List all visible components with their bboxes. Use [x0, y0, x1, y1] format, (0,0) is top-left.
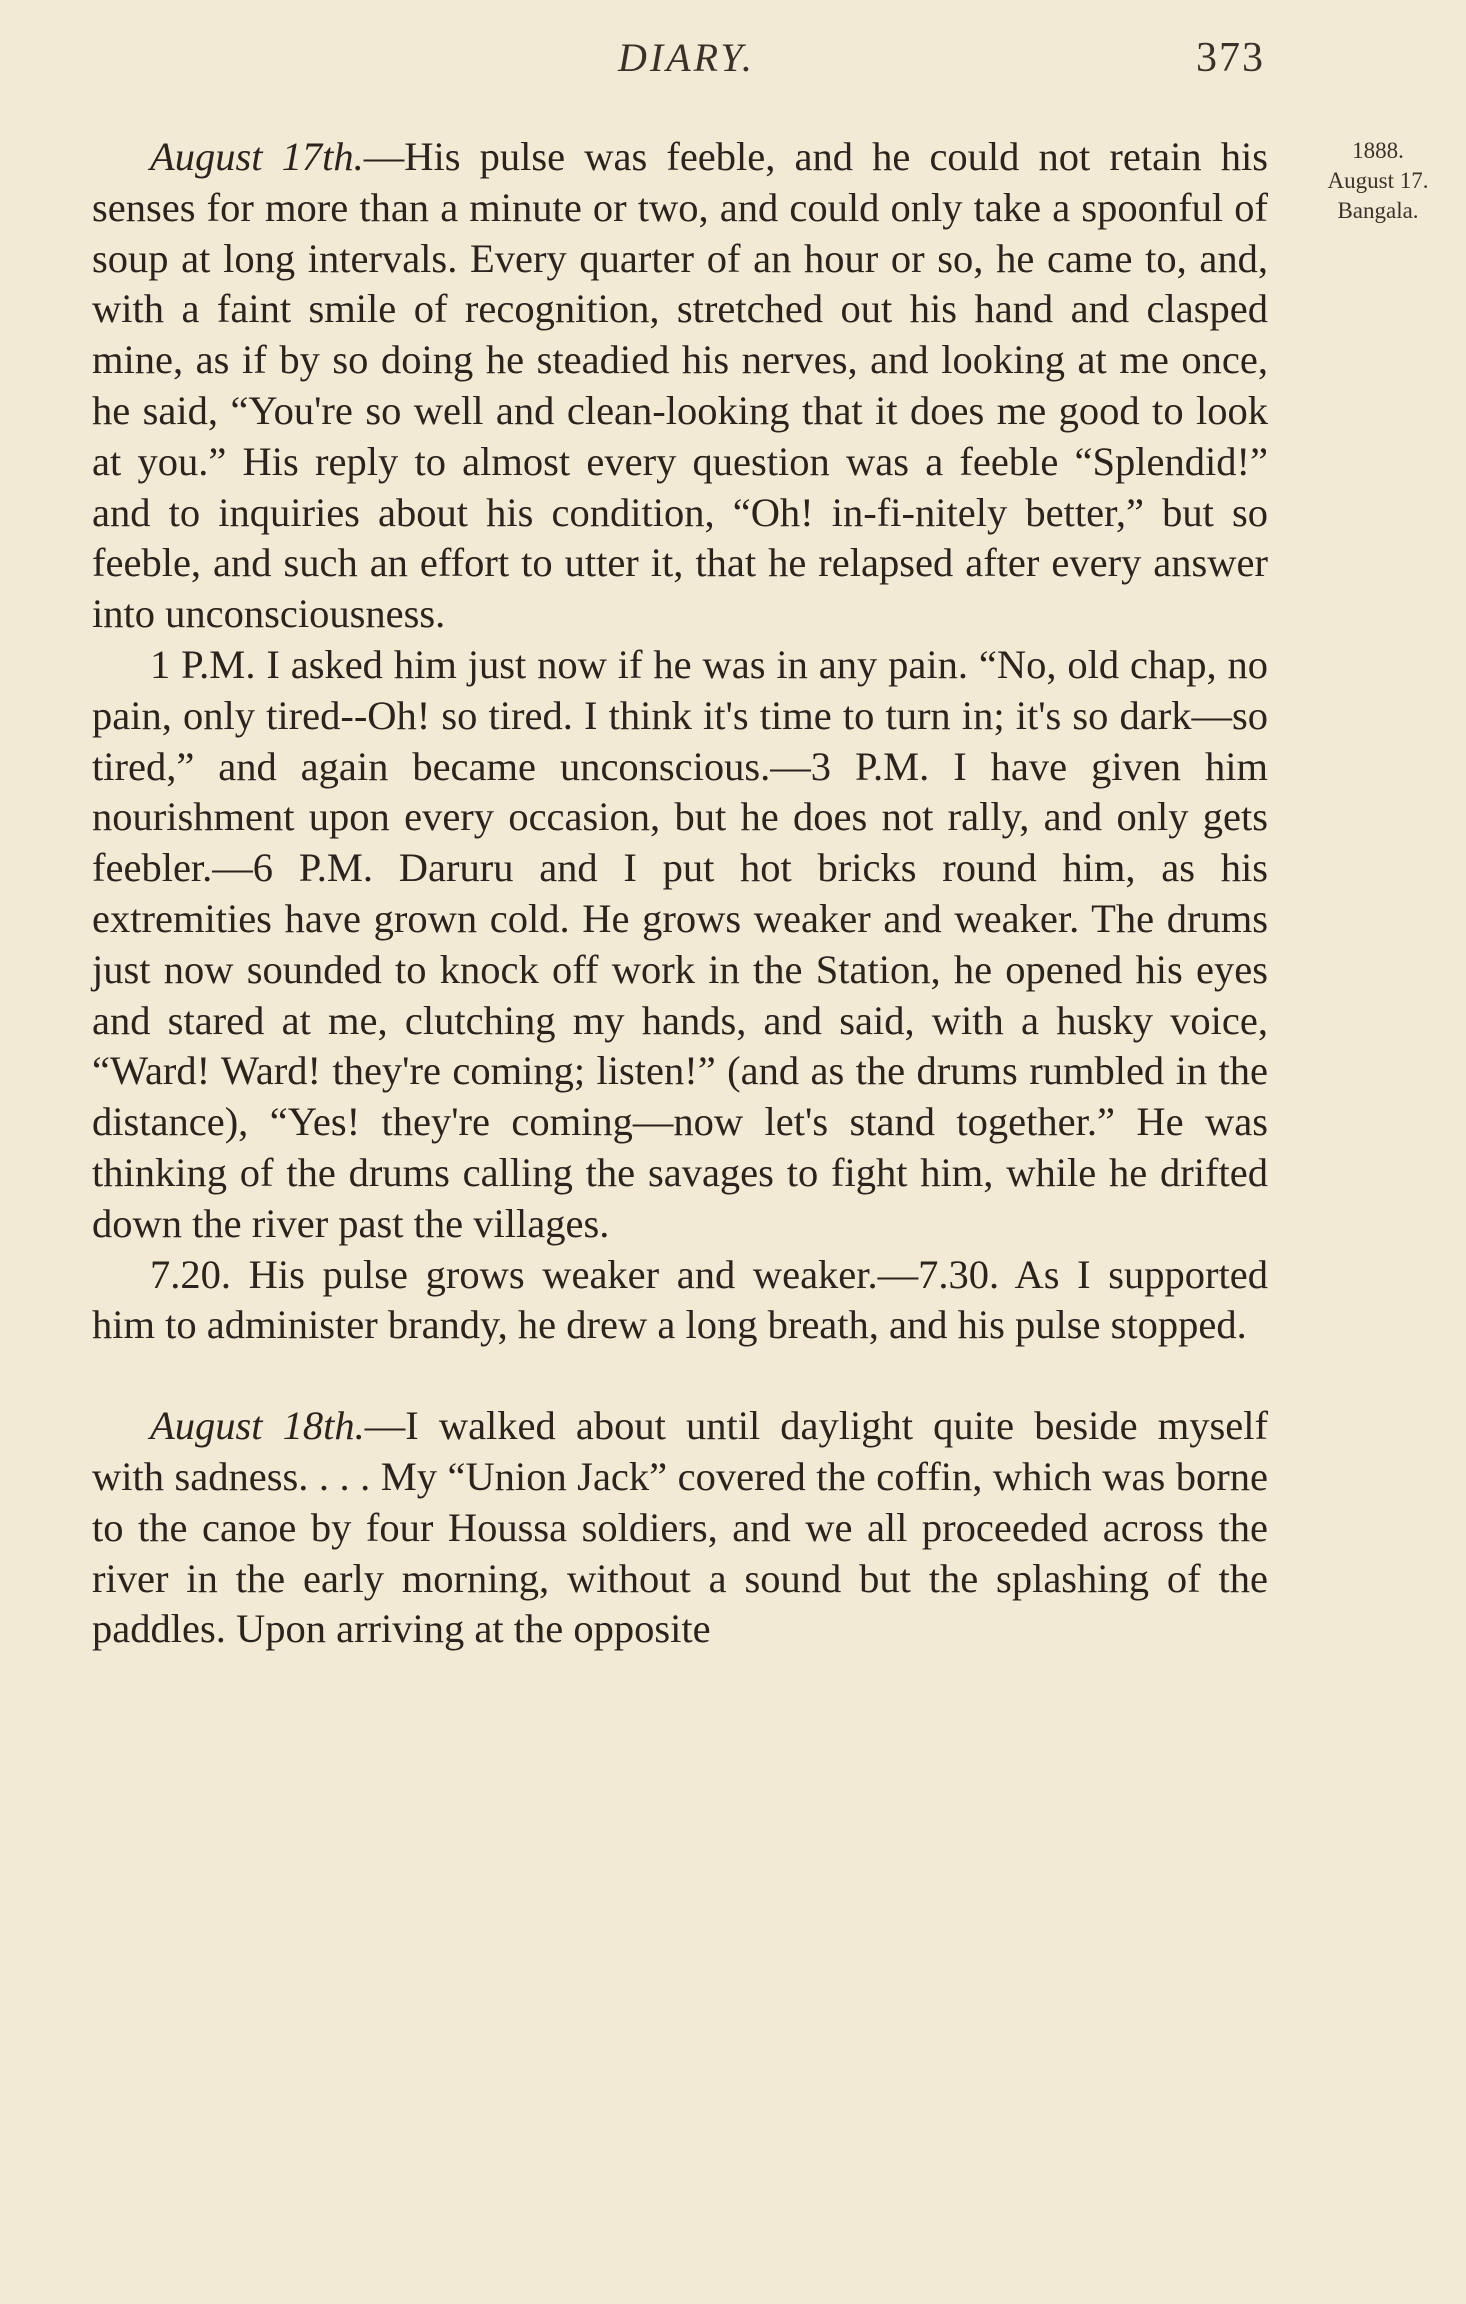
paragraph-1pm: [92, 640, 1268, 1250]
entry-august-18: [92, 1401, 1268, 1655]
entry-date: August 18th.: [150, 1403, 365, 1449]
margin-note: [1296, 136, 1460, 226]
entry-date: August 17th.: [150, 134, 364, 179]
margin-note-place: Bangala.: [1337, 198, 1419, 223]
running-head: DIARY.: [618, 35, 755, 80]
paragraph-text: I have given him nourishment upon every occasion, but he does not rally, and only gets feebler.—: [92, 743, 1269, 891]
margin-note-date: August 17.: [1327, 168, 1429, 193]
paragraph-text: I asked him just now if he was in any pain. “No, old chap, no pain, only tired--Oh! so tired. I think it's time to turn in; it's so dark—so tired,” and again became unconscious.—: [92, 641, 1269, 789]
time-1pm: 1 P.M.: [150, 641, 256, 687]
page-number: 373: [1196, 35, 1265, 81]
margin-note-year: 1888.: [1352, 138, 1404, 163]
paragraph-720: [92, 1250, 1268, 1352]
time-6pm: 6 P.M.: [252, 845, 374, 891]
entry-dash: —: [364, 1403, 406, 1449]
paragraph-text: Daruru and I put hot bricks round him, as his extremities have grown cold. He grows weaker and weaker. The drums just now sounded to knock off work in the Station, he opened his eyes and stared at me, clutching my hands, and said, with a husky voice, “Ward! Ward! they're coming; listen!” (and as the drums rumbled in the distance), “Yes! they're coming—now let's stand together.” He was thinking of the drums calling the savages to fight him, while he drifted down the river past the villages.: [92, 845, 1268, 1246]
entry-text: I walked about until daylight quite beside myself with sadness. . . . My “Union Jack” covered the coffin, which was borne to the canoe by four Houssa soldiers, and we all proceeded across the river in the early morning, without a sound but the splashing of the paddles. Upon arriving at the opposite: [92, 1403, 1268, 1652]
page-header: [0, 34, 1466, 84]
time-3pm: 3 P.M.: [810, 743, 930, 789]
entry-august-17: [92, 132, 1268, 640]
body-text: [92, 132, 1268, 1655]
entry-dash: —: [363, 134, 405, 179]
entry-text: His pulse was feeble, and he could not retain his senses for more than a minute or two, and could only take a spoonful of soup at long intervals. Every quarter of an hour or so, he came to, and, with a faint smile of recognition, stretched out his hand and clasped mine, as if by so doing he steadied his nerves, and looking at me once, he said, “You're so well and clean-looking that it does me good to look at you.” His reply to almost every question was a feeble “Splendid!” and to inquiries about his condition, “Oh! in-fi-nitely better,” but so feeble, and such an effort to utter it, that he relapsed after every answer into unconsciousness.: [92, 134, 1268, 637]
paragraph-text: 7.20. His pulse grows weaker and weaker.—7.30. As I supported him to administer brandy, he drew a long breath, and his pulse stopped.: [92, 1251, 1268, 1348]
